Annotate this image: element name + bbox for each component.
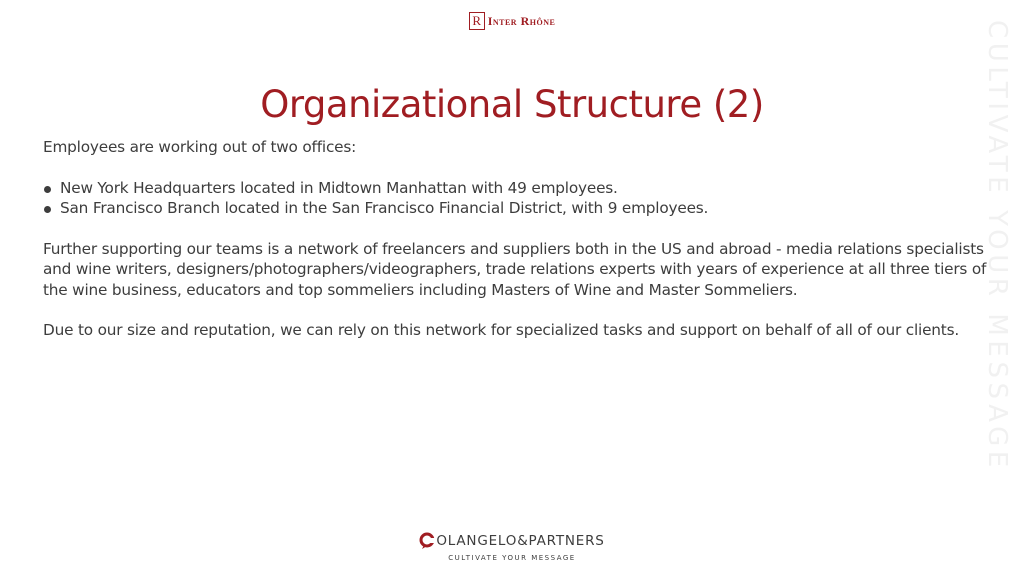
inter-rhone-r-mark: R — [469, 12, 485, 30]
office-item-san-francisco: San Francisco Branch located in the San Francisco Financial District, with 9 employees. — [43, 198, 993, 219]
inter-rhone-logo — [0, 10, 1024, 30]
closing-paragraph: Due to our size and reputation, we can rely on this network for specialized tasks and support on behalf of all of our clients. — [43, 321, 960, 339]
offices-intro: Employees are working out of two offices: — [43, 138, 357, 156]
office-item-new-york: New York Headquarters located in Midtown Manhattan with 49 employees. — [43, 178, 993, 199]
colangelo-partners-logo — [0, 532, 1024, 564]
colangelo-c-icon — [419, 532, 435, 550]
slide-body — [43, 137, 993, 341]
footer-tagline: CULTIVATE YOUR MESSAGE — [448, 554, 576, 562]
inter-rhone-wordmark: Inter Rhône — [487, 13, 556, 28]
network-paragraph: Further supporting our teams is a network of freelancers and suppliers both in the US and abroad - media relations specialists and wine writers, designers/photographers/videographers, trade relations experts with years of experience at all three tiers of the wine business, educators and top sommeliers including Masters of Wine and Master Sommeliers. — [43, 239, 987, 299]
cultivate-watermark: CULTIVATE YOUR MESSAGE — [982, 20, 1012, 472]
footer-wordmark: OLANGELO&PARTNERS — [436, 533, 605, 549]
slide-title: Organizational Structure (2) — [260, 82, 764, 126]
offices-list — [43, 178, 993, 219]
